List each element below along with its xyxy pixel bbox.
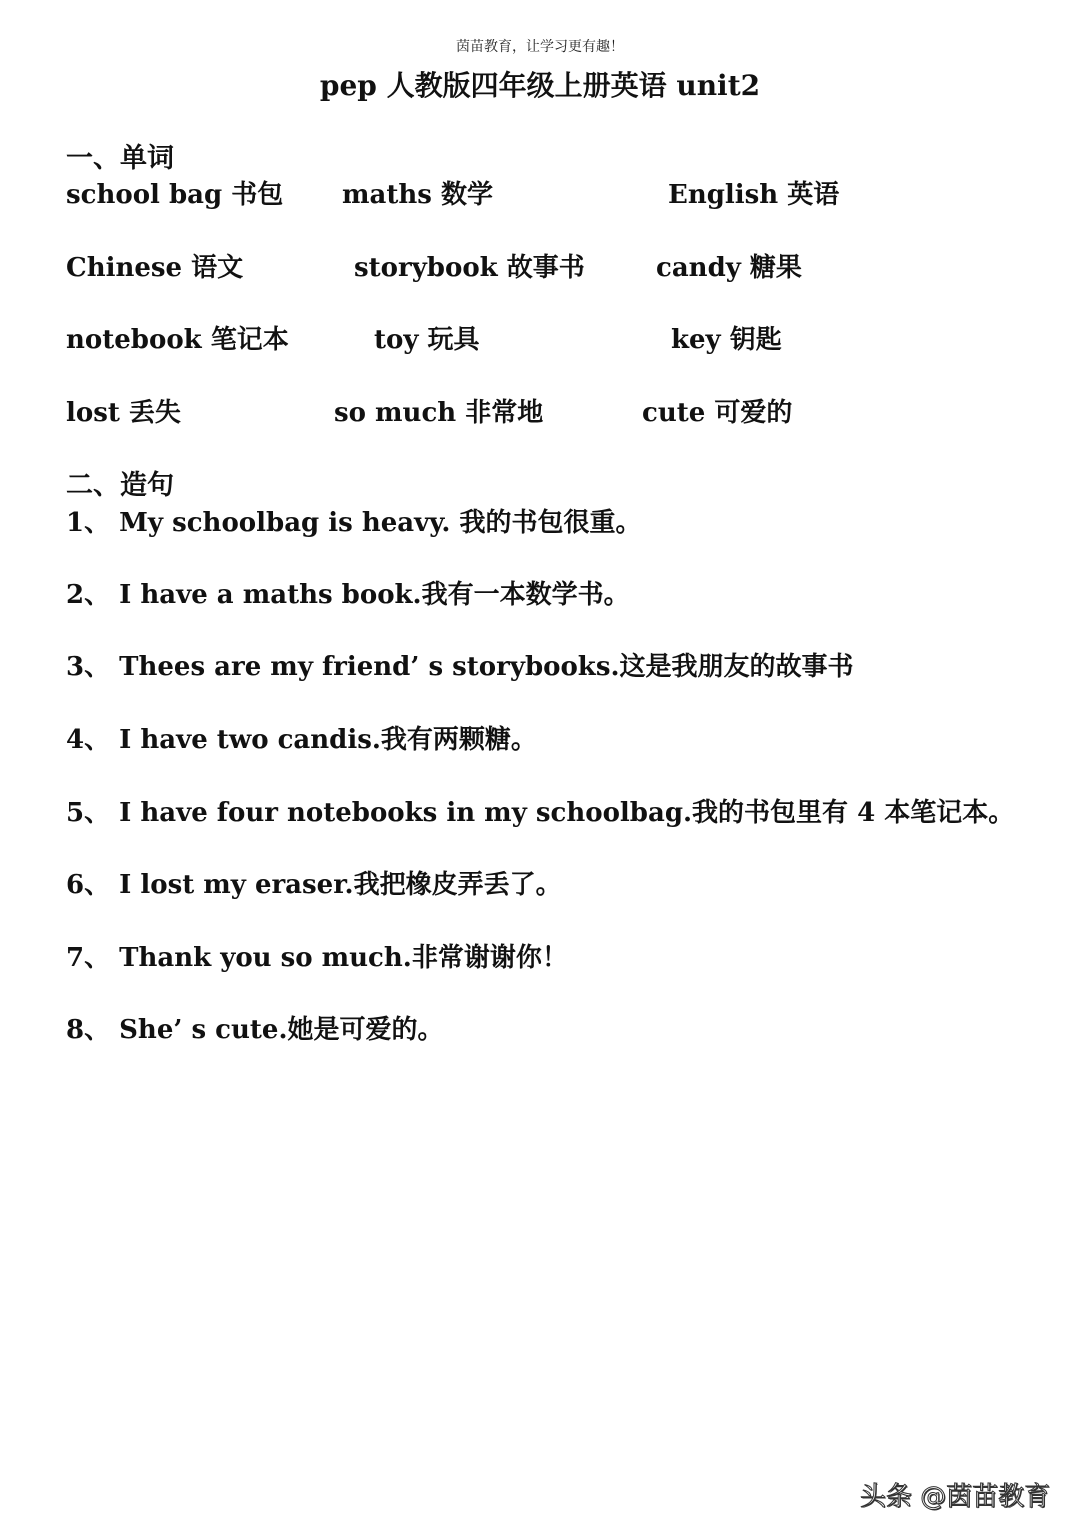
watermark: 头条 @茵苗教育 (860, 1482, 1051, 1512)
sentence-item: 5、 I have four notebooks in my schoolbag.我的书包里有 4 本笔记本。 (66, 798, 1015, 828)
vocab-item: storybook 故事书 (354, 253, 585, 283)
vocab-item: maths 数学 (342, 180, 493, 210)
page-title: pep 人教版四年级上册英语 unit2 (319, 69, 761, 102)
sentence-item: 7、 Thank you so much.非常谢谢你！ (66, 943, 568, 973)
vocab-item: so much 非常地 (334, 398, 544, 428)
sentence-item: 1、 My schoolbag is heavy. 我的书包很重。 (66, 508, 642, 538)
vocabulary-heading: 一、单词 (66, 143, 174, 174)
vocab-item: cute 可爱的 (642, 398, 793, 428)
vocab-item: school bag 书包 (66, 180, 284, 210)
vocab-item: English 英语 (668, 180, 840, 210)
sentences-heading: 二、造句 (66, 470, 174, 501)
header-note: 茵苗教育，让学习更有趣！ (456, 39, 624, 55)
sentence-item: 3、 Thees are my friend’ s storybooks.这是我朋友的故事书 (66, 652, 854, 682)
vocab-item: toy 玩具 (374, 325, 480, 355)
sentence-item: 2、 I have a maths book.我有一本数学书。 (66, 580, 630, 610)
vocab-item: Chinese 语文 (66, 253, 244, 283)
sentence-item: 6、 I lost my eraser.我把橡皮弄丢了。 (66, 870, 562, 900)
vocab-item: candy 糖果 (656, 253, 802, 283)
sentence-item: 8、 She’ s cute.她是可爱的。 (66, 1015, 444, 1045)
vocab-item: key 钥匙 (671, 325, 782, 355)
vocab-item: notebook 笔记本 (66, 325, 289, 355)
sentence-item: 4、 I have two candis.我有两颗糖。 (66, 725, 537, 755)
vocab-item: lost 丢失 (66, 398, 181, 428)
